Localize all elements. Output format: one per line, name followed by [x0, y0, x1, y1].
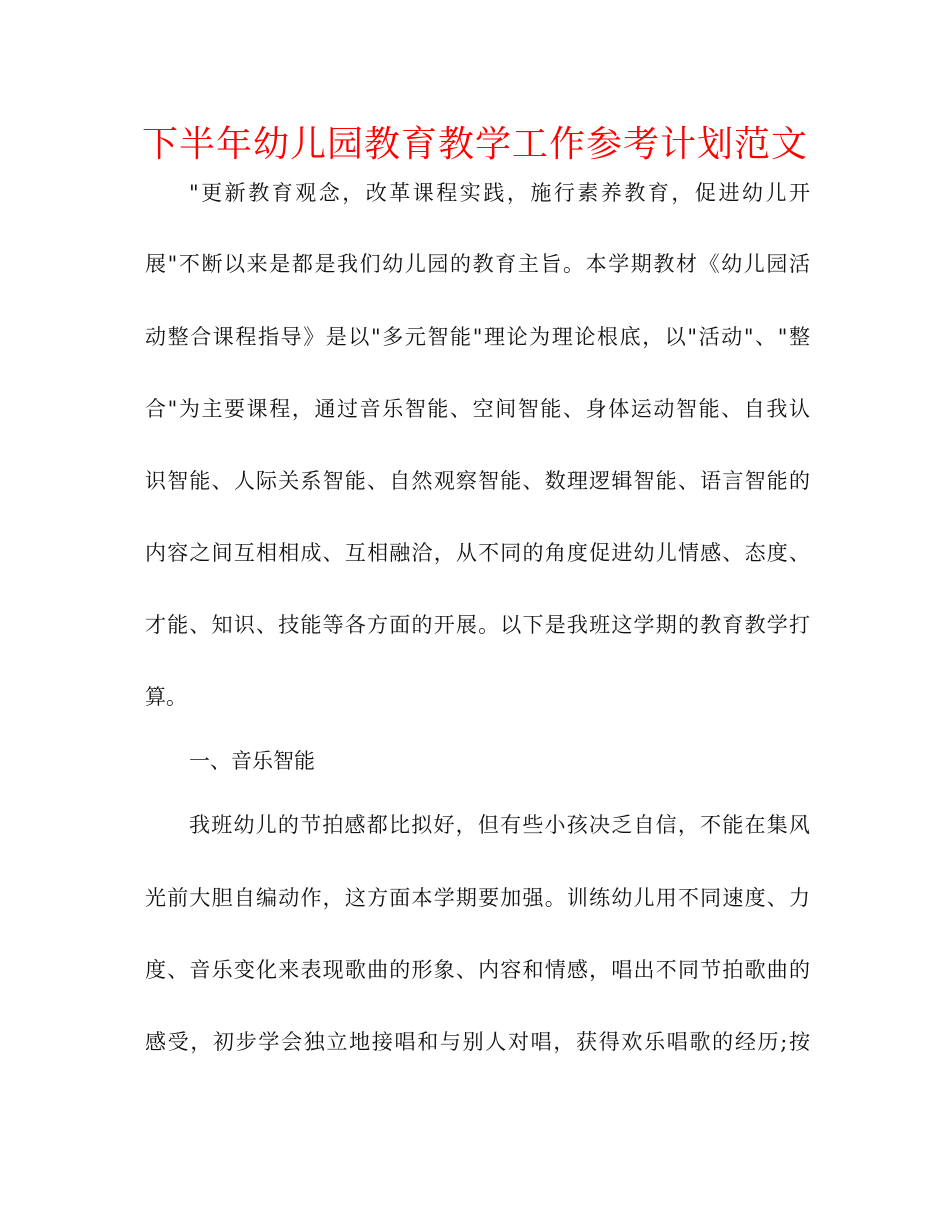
paragraph-line: 感受，初步学会独立地接唱和与别人对唱，获得欢乐唱歌的经历;按	[145, 1030, 810, 1054]
paragraph-line: 展"不断以来是都是我们幼儿园的教育主旨。本学期教材《幼儿园活	[145, 252, 810, 276]
paragraph-line: 度、音乐变化来表现歌曲的形象、内容和情感，唱出不同节拍歌曲的	[145, 958, 810, 982]
document-title: 下半年幼儿园教育教学工作参考计划范文	[141, 124, 808, 165]
paragraph-line: 光前大胆自编动作，这方面本学期要加强。训练幼儿用不同速度、力	[145, 886, 810, 910]
paragraph-line: 合"为主要课程，通过音乐智能、空间智能、身体运动智能、自我认	[145, 397, 810, 421]
paragraph-line: 识智能、人际关系智能、自然观察智能、数理逻辑智能、语言智能的	[145, 469, 810, 493]
paragraph-line: 内容之间互相相成、互相融洽，从不同的角度促进幼儿情感、态度、	[145, 541, 810, 565]
section-heading: 一、音乐智能	[189, 749, 315, 773]
paragraph-line: 我班幼儿的节拍感都比拟好，但有些小孩决乏自信，不能在集风	[189, 813, 810, 837]
paragraph-line: "更新教育观念，改革课程实践，施行素养教育，促进幼儿开	[189, 181, 810, 205]
paragraph-line: 动整合课程指导》是以"多元智能"理论为理论根底，以"活动"、"整	[145, 325, 810, 349]
paragraph-line: 算。	[145, 685, 187, 709]
paragraph-line: 才能、知识、技能等各方面的开展。以下是我班这学期的教育教学打	[145, 613, 810, 637]
